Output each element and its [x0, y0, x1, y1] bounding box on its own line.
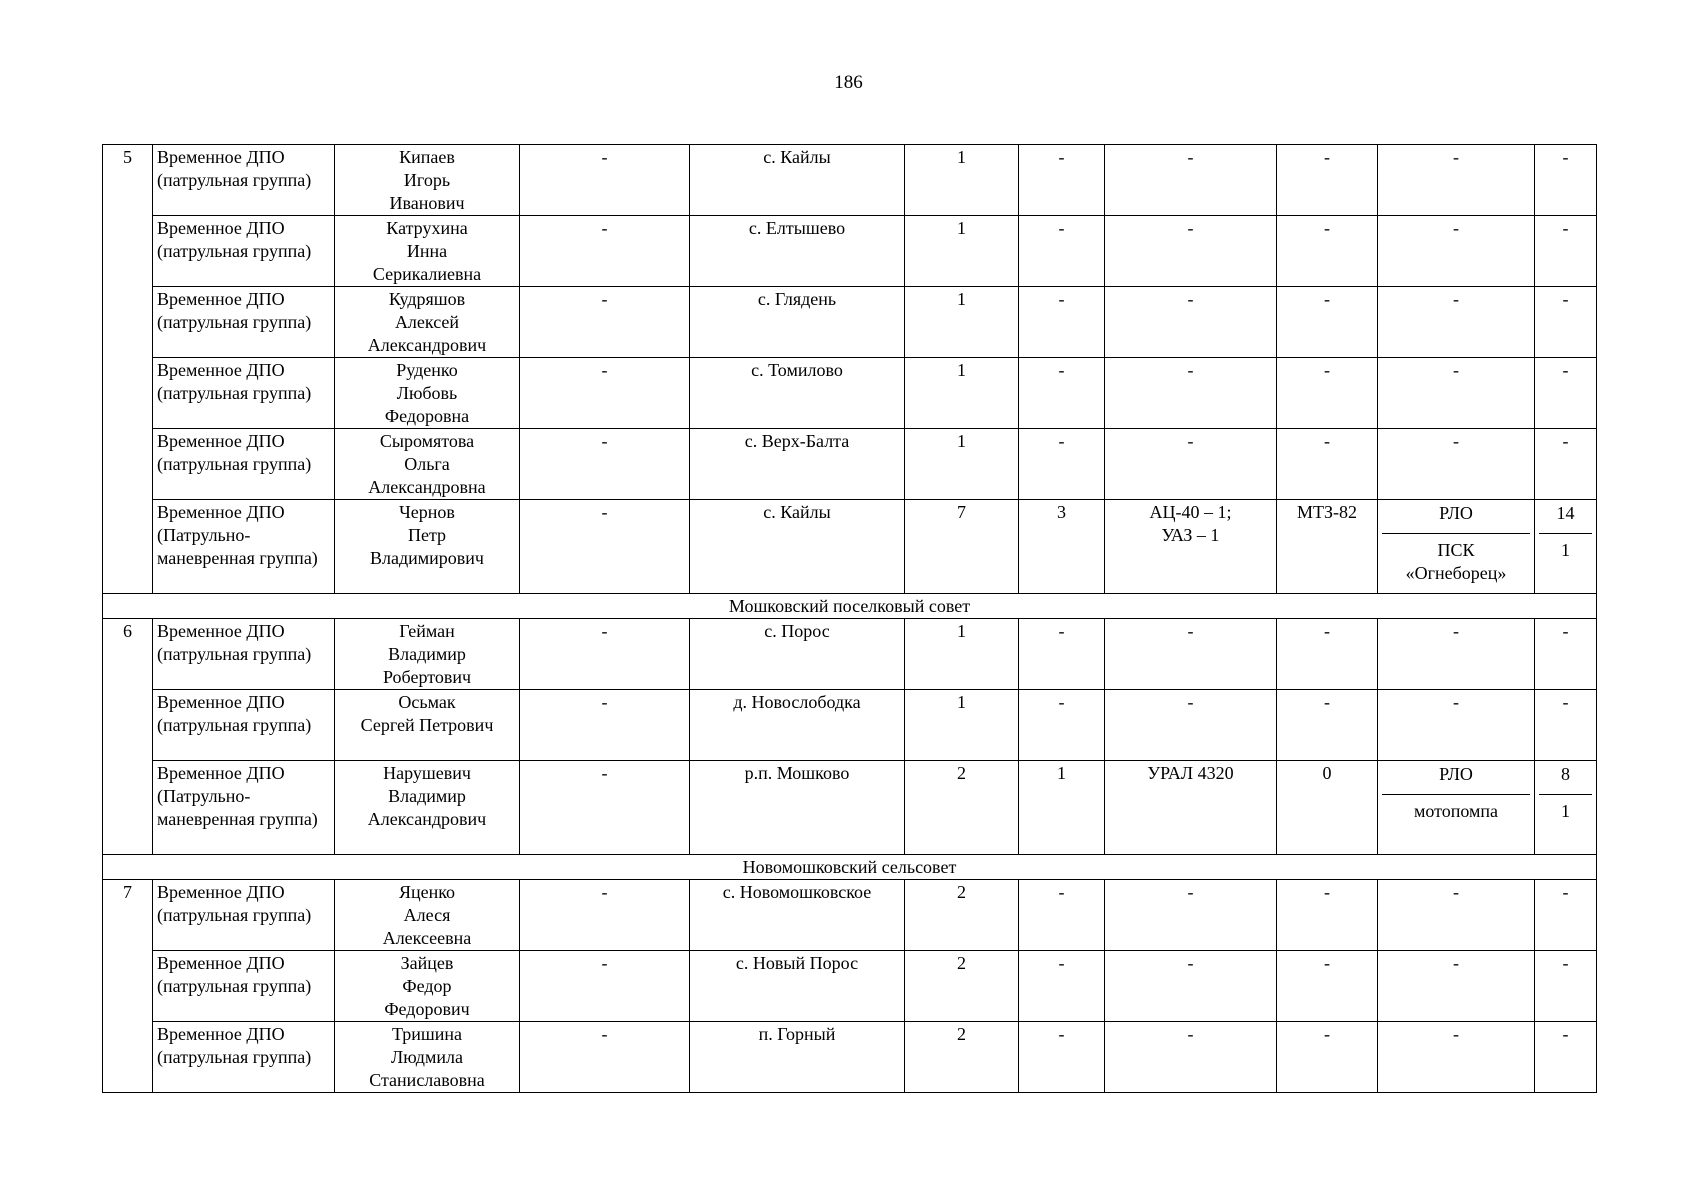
vehicle-count: -: [1019, 1022, 1105, 1093]
responsible-person: Сыромятова Ольга Александровна: [335, 429, 520, 500]
vehicle-count: -: [1019, 429, 1105, 500]
equipment-quantity: 14: [1539, 501, 1592, 534]
equipment-name: -: [1378, 216, 1535, 287]
settlement: с. Глядень: [690, 287, 905, 358]
page-number: 186: [834, 72, 863, 93]
fire-vehicles: -: [1105, 145, 1277, 216]
equipment-name: РЛО: [1382, 762, 1530, 795]
adapted-equipment: -: [1277, 216, 1378, 287]
settlement: р.п. Мошково: [690, 761, 905, 855]
equipment-quantity: 8: [1539, 762, 1592, 795]
equipment-name: -: [1378, 690, 1535, 761]
table-row: [103, 216, 1597, 287]
settlement: с. Новомошковское: [690, 880, 905, 951]
fire-vehicles: АЦ-40 – 1; УАЗ – 1: [1105, 500, 1277, 594]
table-row: [103, 951, 1597, 1022]
unit-type: Временное ДПО (патрульная группа): [153, 358, 335, 429]
adapted-equipment: -: [1277, 145, 1378, 216]
equipment-quantity: -: [1535, 951, 1597, 1022]
equipment-quantity: -: [1535, 358, 1597, 429]
responsible-person: Руденко Любовь Федоровна: [335, 358, 520, 429]
equipment-name: -: [1378, 619, 1535, 690]
fire-vehicles: -: [1105, 358, 1277, 429]
table-row: [103, 358, 1597, 429]
col-4-value: -: [520, 880, 690, 951]
responsible-person: Яценко Алеся Алексеевна: [335, 880, 520, 951]
equipment-name: -: [1378, 287, 1535, 358]
equipment-quantity: -: [1535, 690, 1597, 761]
vehicle-count: 3: [1019, 500, 1105, 594]
unit-type: Временное ДПО (патрульная группа): [153, 690, 335, 761]
unit-type: Временное ДПО (патрульная группа): [153, 216, 335, 287]
col-4-value: -: [520, 145, 690, 216]
col-4-value: -: [520, 216, 690, 287]
responsible-person: Чернов Петр Владимирович: [335, 500, 520, 594]
adapted-equipment: -: [1277, 690, 1378, 761]
table-row: [103, 619, 1597, 690]
responsible-person: Осьмак Сергей Петрович: [335, 690, 520, 761]
fire-units-table: [102, 144, 1597, 1093]
adapted-equipment: -: [1277, 619, 1378, 690]
table-row: [103, 500, 1597, 594]
col-4-value: -: [520, 951, 690, 1022]
vehicle-count: -: [1019, 619, 1105, 690]
fire-vehicles: -: [1105, 1022, 1277, 1093]
adapted-equipment: -: [1277, 951, 1378, 1022]
section-title: Мошковский поселковый совет: [103, 594, 1597, 619]
table-row: [103, 287, 1597, 358]
equipment-name: РЛО: [1382, 501, 1530, 534]
vehicle-count: -: [1019, 145, 1105, 216]
fire-vehicles: -: [1105, 690, 1277, 761]
personnel-count: 1: [905, 429, 1019, 500]
adapted-equipment: -: [1277, 287, 1378, 358]
equipment-quantity: 1: [1561, 540, 1570, 560]
personnel-count: 2: [905, 951, 1019, 1022]
unit-type: Временное ДПО (патрульная группа): [153, 951, 335, 1022]
responsible-person: Зайцев Федор Федорович: [335, 951, 520, 1022]
fire-vehicles: -: [1105, 429, 1277, 500]
section-title: Новомошковский сельсовет: [103, 855, 1597, 880]
responsible-person: Гейман Владимир Робертович: [335, 619, 520, 690]
equipment-name: -: [1378, 951, 1535, 1022]
vehicle-count: -: [1019, 951, 1105, 1022]
col-4-value: -: [520, 1022, 690, 1093]
section-header-row: [103, 594, 1597, 619]
fire-vehicles: УРАЛ 4320: [1105, 761, 1277, 855]
equipment-quantity: -: [1535, 429, 1597, 500]
personnel-count: 2: [905, 1022, 1019, 1093]
settlement: с. Верх-Балта: [690, 429, 905, 500]
personnel-count: 1: [905, 358, 1019, 429]
equipment-name: мотопомпа: [1413, 801, 1499, 821]
equipment-quantity: -: [1535, 880, 1597, 951]
vehicle-count: -: [1019, 287, 1105, 358]
personnel-count: 1: [905, 145, 1019, 216]
equipment-name: -: [1378, 880, 1535, 951]
responsible-person: Катрухина Инна Серикалиевна: [335, 216, 520, 287]
col-4-value: -: [520, 429, 690, 500]
fire-vehicles: -: [1105, 951, 1277, 1022]
equipment-name: -: [1378, 429, 1535, 500]
equipment-name: ПСК «Огнеборец»: [1405, 540, 1507, 583]
adapted-equipment: МТЗ-82: [1277, 500, 1378, 594]
vehicle-count: -: [1019, 216, 1105, 287]
personnel-count: 2: [905, 761, 1019, 855]
vehicle-count: 1: [1019, 761, 1105, 855]
equipment-list: [1378, 500, 1535, 594]
table-row: [103, 880, 1597, 951]
unit-type: Временное ДПО (Патрульно-маневренная группа): [153, 500, 335, 594]
personnel-count: 1: [905, 216, 1019, 287]
settlement: с. Елтышево: [690, 216, 905, 287]
equipment-quantities: [1535, 761, 1597, 855]
adapted-equipment: 0: [1277, 761, 1378, 855]
equipment-quantity: -: [1535, 619, 1597, 690]
adapted-equipment: -: [1277, 429, 1378, 500]
equipment-name: -: [1378, 145, 1535, 216]
responsible-person: Кипаев Игорь Иванович: [335, 145, 520, 216]
equipment-list: [1378, 761, 1535, 855]
equipment-quantity: -: [1535, 145, 1597, 216]
personnel-count: 1: [905, 287, 1019, 358]
personnel-count: 1: [905, 619, 1019, 690]
settlement: с. Томилово: [690, 358, 905, 429]
table-row: [103, 761, 1597, 855]
vehicle-count: -: [1019, 880, 1105, 951]
row-number: 5: [103, 145, 153, 594]
equipment-quantity: -: [1535, 287, 1597, 358]
settlement: с. Кайлы: [690, 500, 905, 594]
unit-type: Временное ДПО (патрульная группа): [153, 145, 335, 216]
responsible-person: Нарушевич Владимир Александрович: [335, 761, 520, 855]
fire-vehicles: -: [1105, 287, 1277, 358]
table-row: [103, 690, 1597, 761]
personnel-count: 7: [905, 500, 1019, 594]
col-4-value: -: [520, 287, 690, 358]
unit-type: Временное ДПО (патрульная группа): [153, 619, 335, 690]
equipment-quantity: 1: [1561, 801, 1570, 821]
adapted-equipment: -: [1277, 358, 1378, 429]
personnel-count: 2: [905, 880, 1019, 951]
settlement: с. Порос: [690, 619, 905, 690]
responsible-person: Тришина Людмила Станиславовна: [335, 1022, 520, 1093]
unit-type: Временное ДПО (патрульная группа): [153, 287, 335, 358]
responsible-person: Кудряшов Алексей Александрович: [335, 287, 520, 358]
unit-type: Временное ДПО (патрульная группа): [153, 1022, 335, 1093]
unit-type: Временное ДПО (Патрульно-маневренная группа): [153, 761, 335, 855]
settlement: д. Новослободка: [690, 690, 905, 761]
fire-vehicles: -: [1105, 880, 1277, 951]
settlement: с. Новый Порос: [690, 951, 905, 1022]
col-4-value: -: [520, 500, 690, 594]
col-4-value: -: [520, 761, 690, 855]
table-row: [103, 145, 1597, 216]
settlement: с. Кайлы: [690, 145, 905, 216]
section-header-row: [103, 855, 1597, 880]
table-row: [103, 1022, 1597, 1093]
settlement: п. Горный: [690, 1022, 905, 1093]
table-row: [103, 429, 1597, 500]
fire-vehicles: -: [1105, 619, 1277, 690]
adapted-equipment: -: [1277, 1022, 1378, 1093]
col-4-value: -: [520, 619, 690, 690]
personnel-count: 1: [905, 690, 1019, 761]
row-number: 6: [103, 619, 153, 855]
row-number: 7: [103, 880, 153, 1093]
col-4-value: -: [520, 358, 690, 429]
equipment-quantity: -: [1535, 1022, 1597, 1093]
equipment-name: -: [1378, 358, 1535, 429]
vehicle-count: -: [1019, 690, 1105, 761]
adapted-equipment: -: [1277, 880, 1378, 951]
equipment-name: -: [1378, 1022, 1535, 1093]
unit-type: Временное ДПО (патрульная группа): [153, 880, 335, 951]
fire-vehicles: -: [1105, 216, 1277, 287]
vehicle-count: -: [1019, 358, 1105, 429]
col-4-value: -: [520, 690, 690, 761]
unit-type: Временное ДПО (патрульная группа): [153, 429, 335, 500]
equipment-quantities: [1535, 500, 1597, 594]
equipment-quantity: -: [1535, 216, 1597, 287]
